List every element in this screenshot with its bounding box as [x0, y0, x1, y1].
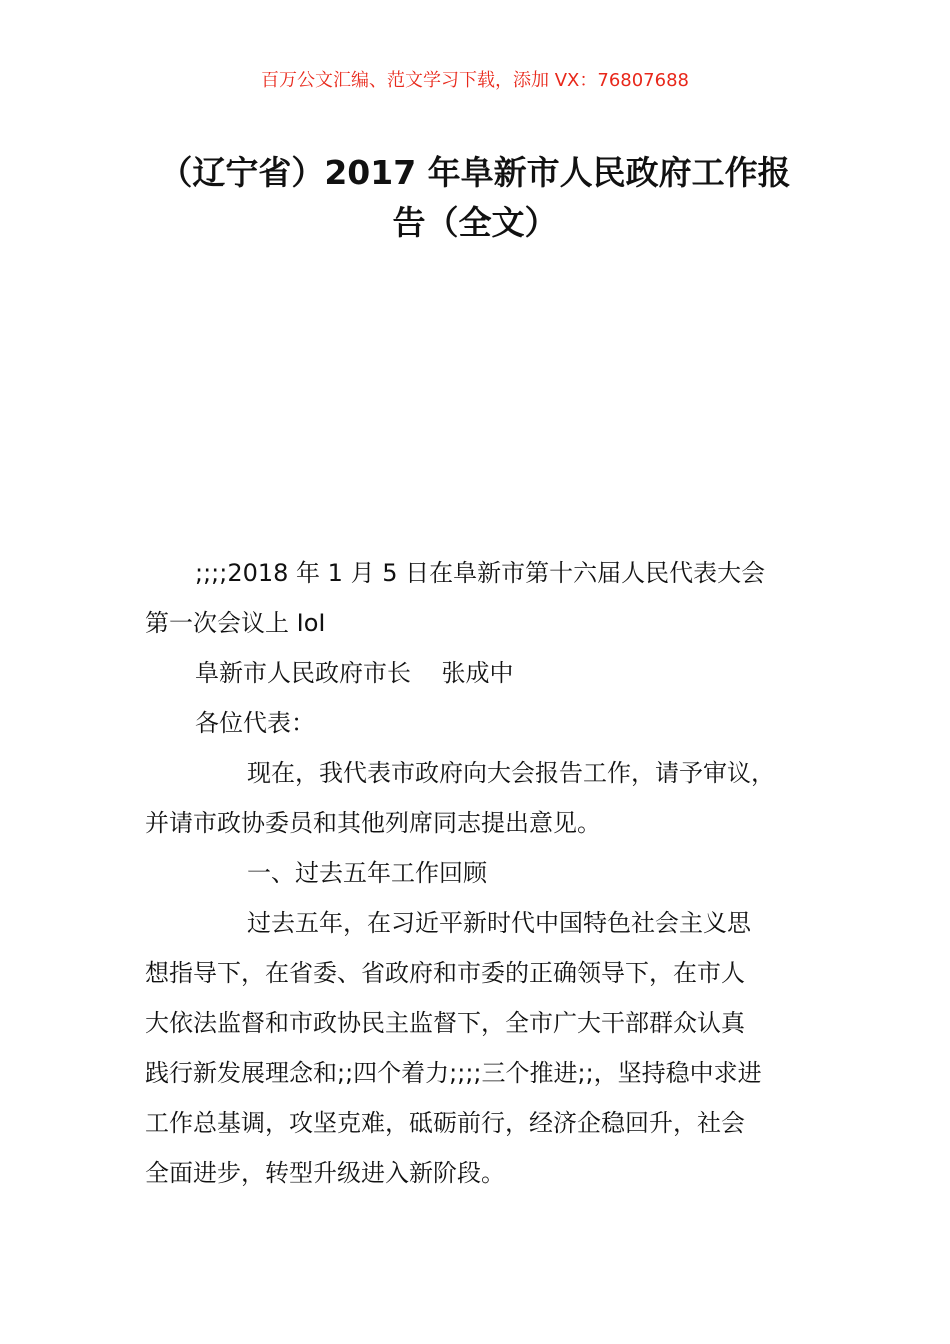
document-title — [120, 148, 830, 248]
review-paragraph-line-3: 大依法监督和市政协民主监督下，全市广大干部群众认真 — [145, 1009, 745, 1037]
document-title-line-2: 告（全文） — [392, 203, 558, 242]
meeting-info-line-2: 第一次会议上 IoI — [145, 609, 326, 637]
review-paragraph-line-1: 过去五年，在习近平新时代中国特色社会主义思 — [247, 909, 751, 937]
section-heading-1: 一、过去五年工作回顾 — [247, 859, 487, 887]
document-body — [145, 548, 835, 1198]
greeting: 各位代表： — [195, 709, 315, 737]
review-paragraph-line-4: 践行新发展理念和;;四个着力;;;;三个推进;;，坚持稳中求进 — [145, 1059, 762, 1087]
meeting-info-line-1: ;;;;2018 年 1 月 5 日在阜新市第十六届人民代表大会 — [195, 559, 766, 587]
speaker-line: 阜新市人民政府市长 张成中 — [195, 659, 514, 687]
intro-paragraph-line-2: 并请市政协委员和其他列席同志提出意见。 — [145, 809, 601, 837]
document-title-line-1: （辽宁省）2017 年阜新市人民政府工作报 — [159, 153, 791, 192]
review-paragraph-line-2: 想指导下，在省委、省政府和市委的正确领导下，在市人 — [145, 959, 745, 987]
intro-paragraph-line-1: 现在，我代表市政府向大会报告工作，请予审议， — [247, 759, 775, 787]
review-paragraph-line-5: 工作总基调，攻坚克难，砥砺前行，经济企稳回升，社会 — [145, 1109, 745, 1137]
review-paragraph-line-6: 全面进步，转型升级进入新阶段。 — [145, 1159, 505, 1187]
header-banner: 百万公文汇编、范文学习下载，添加 VX：76807688 — [261, 70, 689, 91]
